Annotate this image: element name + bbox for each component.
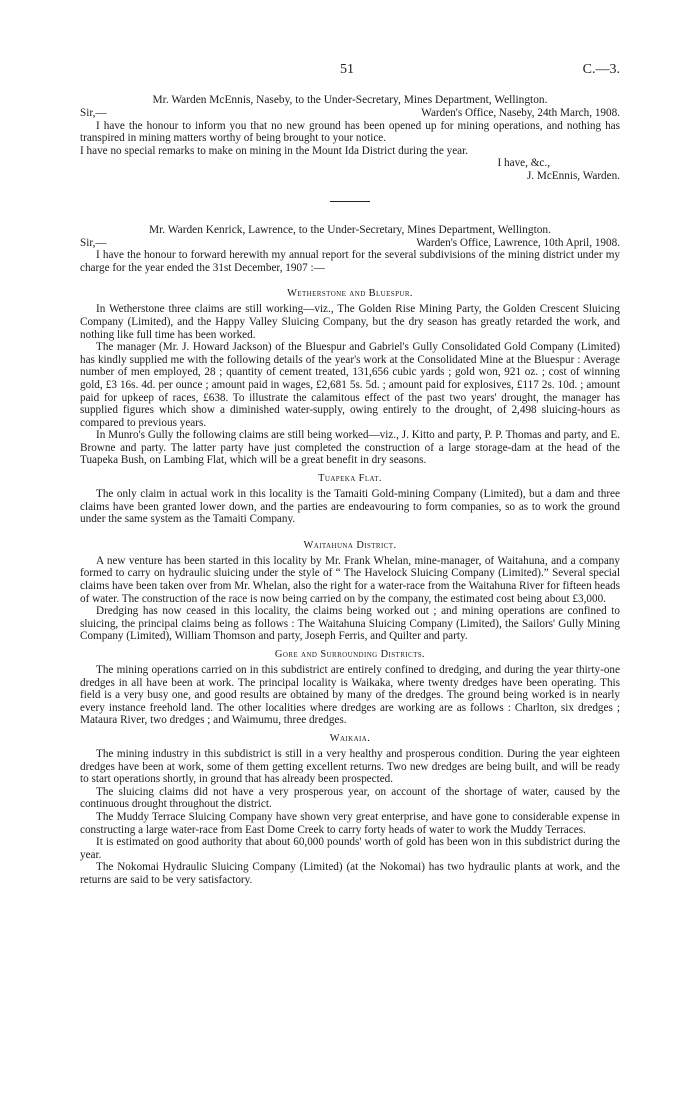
- letter-mcennis: [80, 94, 620, 183]
- section-paragraph: The Nokomai Hydraulic Sluicing Company (Limited) (at the Nokomai) has two hydraulic plants at work, and the returns are said to be very satisfactory.: [80, 861, 620, 886]
- salutation-line: [80, 237, 620, 250]
- section-paragraph: The manager (Mr. J. Howard Jackson) of the Bluespur and Gabriel's Gully Consolidated Gold Company (Limited) has kindly supplied me with the following details of the year's work at the Consolidated Mine at the Bluespur : Average number of men employed, 28 ; quantity of cement treated, 131,656 cubic yards ; gold won, 921 oz. ; cost of winning gold, £3 16s. 4d. per ounce ; amount paid in wages, £2,681 5s. 5d. ; amount paid for explosives, £117 2s. 10d. ; amount paid for upkeep of races, £638. To illustrate the calamitous effect of the past two years' drought, the manager has supplied figures which show a diminished water-supply, owing entirely to the drought, of 2,498 sluicing-hours as compared to previous years.: [80, 341, 620, 429]
- section-heading: Gore and Surrounding Districts.: [274, 649, 426, 660]
- section-paragraph: It is estimated on good authority that about 60,000 pounds' worth of gold has been won in this subdistrict during the year.: [80, 836, 620, 861]
- letter-paragraph: I have no special remarks to make on mining in the Mount Ida District during the year.: [80, 144, 469, 157]
- letter-kenrick: [80, 224, 620, 275]
- section-paragraph: In Wetherstone three claims are still working—viz., The Golden Rise Mining Party, the Golden Crescent Sluicing Company (Limited), and the Happy Valley Sluicing Company, but the dry season has greatly retarded the work, and nothing like full time has been worked.: [80, 303, 620, 341]
- section-heading: Wetherstone and Bluespur.: [287, 288, 413, 300]
- letter-intro: I have the honour to forward herewith my annual report for the several subdivisions of the mining district under my charge for the year ended the 31st December, 1907 :—: [80, 249, 620, 274]
- section-paragraph: The Muddy Terrace Sluicing Company have shown very great enterprise, and have gone to considerable expense in constructing a large water-race from East Dome Creek to carry forty heads of water to work the Muddy Terraces.: [80, 810, 620, 836]
- letter-closing: [80, 157, 620, 182]
- salutation: Sir,—: [80, 236, 107, 249]
- signature: J. McEnnis, Warden.: [526, 169, 620, 182]
- page-header: [80, 62, 620, 86]
- letter-paragraph: I have the honour to inform you that no new ground has been opened up for mining operations, and nothing has transpired in mining matters worthy of being brought to your notice.: [80, 119, 620, 145]
- section-gore: [80, 648, 620, 727]
- section-paragraph: The only claim in actual work in this locality is the Tamaiti Gold-mining Company (Limited), but a dam and three claims have been granted lower down, and the parties are endeavouring to form companies, so as to work the ground under the same system as the Tamaiti Company.: [80, 488, 620, 526]
- section-wetherstone: [80, 287, 620, 467]
- salutation-line: [80, 107, 620, 120]
- section-paragraph: A new venture has been started in this locality by Mr. Frank Whelan, mine-manager, of Waitahuna, and a company formed to carry on hydraulic sluicing under the style of “ The Havelock Sluicing Company (Limited).” Several special claims have been taken over from Mr. Whelan, also the right for a water-race from the Waitahuna River for fifteen heads of water. The construction of the race is now being carried on by the company, the estimated cost being about £3,000.: [80, 554, 620, 605]
- salutation: Sir,—: [80, 107, 107, 119]
- section-divider: [330, 201, 370, 202]
- office-date: Warden's Office, Lawrence, 10th April, 1908.: [416, 236, 620, 249]
- document-reference: C.—3.: [582, 62, 620, 77]
- document-page: [80, 62, 620, 887]
- section-paragraph: Dredging has now ceased in this locality, the claims being worked out ; and mining operations are confined to sluicing, the principal claims being as follows : The Waitahuna Sluicing Company (Limited), the Sailors' Gully Mining Company (Limited), William Thomson and party, Joseph Ferris, and Quilter and party.: [80, 605, 620, 643]
- section-waitahuna: [80, 539, 620, 643]
- section-paragraph: The sluicing claims did not have a very prosperous year, on account of the shortage of water, caused by the continuous drought throughout the district.: [80, 785, 620, 811]
- section-paragraph: In Munro's Gully the following claims are still being worked—viz., J. Kitto and party, P. P. Thomas and party, and E. Browne and party. The latter party have just completed the construction of a large storage-dam at the head of the Tuapeka Bush, on Lambing Flat, which will be a great benefit in dry seasons.: [80, 429, 620, 467]
- closing-phrase: I have, &c.,: [497, 157, 550, 170]
- section-heading: Tuapeka Flat.: [318, 473, 382, 485]
- section-waikaia: [80, 732, 620, 887]
- section-heading: Waitahuna District.: [303, 539, 397, 551]
- office-date: Warden's Office, Naseby, 24th March, 1908.: [421, 107, 620, 119]
- page-number: 51: [340, 62, 354, 77]
- section-paragraph: The mining industry in this subdistrict is still in a very healthy and prosperous condition. During the year eighteen dredges have been at work, some of them getting excellent returns. Two new dredges are being built, and will be ready to start operations shortly, in ground that has already been prospected.: [80, 747, 620, 786]
- letter-heading: Mr. Warden Kenrick, Lawrence, to the Under-Secretary, Mines Department, Wellington.: [149, 223, 551, 236]
- section-tuapeka: [80, 472, 620, 526]
- section-paragraph: The mining operations carried on in this subdistrict are entirely confined to dredging, and during the year thirty-one dredges in all have been at work. The principal locality is Waikaka, where twenty dredges have been operating. This field is a very busy one, and good results are obtained by many of the dredges. The ground being worked is in nearly every instance freehold land. The other localities where dredges are working are as follows : Charlton, six dredges ; Mataura River, two dredges ; and Waimumu, three dredges.: [80, 664, 620, 727]
- section-heading: Waikaia.: [329, 732, 371, 744]
- letter-heading: Mr. Warden McEnnis, Naseby, to the Under-Secretary, Mines Department, Wellington.: [152, 94, 548, 106]
